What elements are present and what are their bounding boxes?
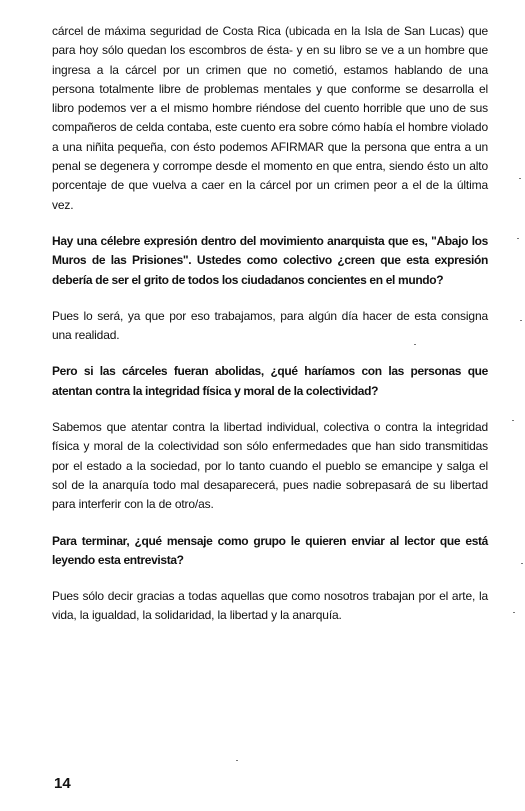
page-content bbox=[52, 22, 488, 626]
interview-answer: Pues sólo decir gracias a todas aquellas que como nosotros trabajan por el arte, la vida, la igualdad, la solidaridad, la libertad y la anarquía. bbox=[52, 589, 488, 623]
body-paragraph: cárcel de máxima seguridad de Costa Rica (ubicada en la Isla de San Lucas) que para hoy sólo quedan los escombros de ésta- y en su libro se ve a un hombre que ingresa a la cárcel por un crimen que no cometió, estamos hablando de una persona totalmente libre de problemas mentales y que conforme se desarrolla el libro podemos ver a el mismo hombre riéndose del cuento horrible que uno de sus compañeros de celda contaba, este cuento era sobre cómo había el hombre violado a una niñita pequeña, con ésto podemos AFIRMAR que la persona que entra a un penal se degenera y corrompe desde el momento en que entra, siendo ésto un alto porcentaje de que vuelva a caer en la cárcel por un crimen peor a el de la última vez. bbox=[52, 24, 488, 212]
interview-question: Para terminar, ¿qué mensaje como grupo le quieren enviar al lector que está leyendo esta entrevista? bbox=[52, 533, 488, 567]
scan-speck bbox=[520, 320, 522, 321]
scan-speck bbox=[519, 178, 521, 179]
scan-speck bbox=[517, 238, 519, 239]
scan-speck bbox=[521, 563, 523, 564]
interview-answer: Sabemos que atentar contra la libertad individual, colectiva o contra la integridad física y moral de la colectividad son sólo enfermedades que han sido transmitidas por el estado a la sociedad, por lo tanto cuando el pueblo se emancipe y salga el sol de la anarquía todo mal desaparecerá, pues nadie sobrepasará de su libertad para interferir con la de otro/as. bbox=[52, 420, 488, 512]
interview-question: Hay una célebre expresión dentro del movimiento anarquista que es, "Abajo los Muros de las Prisiones". Ustedes como colectivo ¿creen que esta expresión debería de ser el grito de todos los ciudadanos concientes en el mundo? bbox=[52, 233, 488, 287]
page-number: 14 bbox=[54, 775, 71, 792]
scan-speck bbox=[236, 760, 238, 761]
scan-speck bbox=[512, 420, 514, 421]
scan-speck bbox=[414, 344, 416, 345]
scan-speck bbox=[513, 612, 515, 613]
interview-question: Pero si las cárceles fueran abolidas, ¿qué haríamos con las personas que atentan contra la integridad física y moral de la colectividad? bbox=[52, 364, 488, 398]
interview-answer: Pues lo será, ya que por eso trabajamos, para algún día hacer de esta consigna una realidad. bbox=[52, 308, 488, 343]
